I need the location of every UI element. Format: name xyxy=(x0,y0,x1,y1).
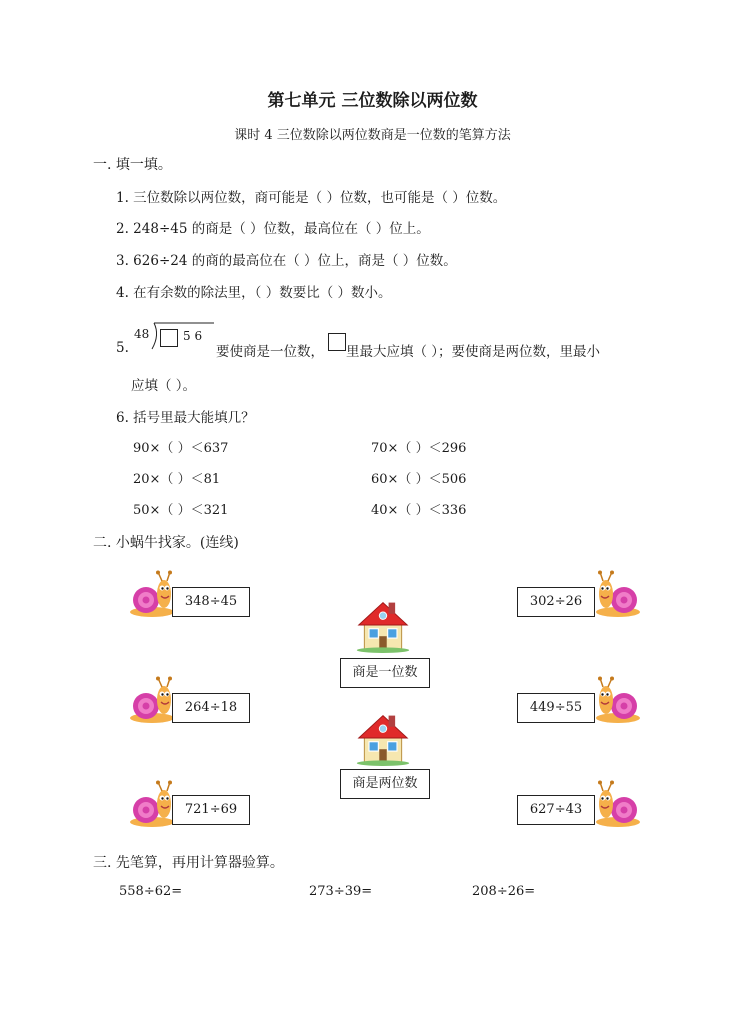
question-2: 2. 248÷45 的商是（ ）位数，最高位在（ ）位上。 xyxy=(116,221,430,237)
inequality-3: 20×（ ）＜81 xyxy=(133,472,221,487)
question-5-text-c: 应填（ ）。 xyxy=(131,378,197,394)
question-4: 4. 在有余数的除法里，（ ）数要比（ ）数小。 xyxy=(116,285,392,301)
calc-item-1: 558÷62= xyxy=(119,884,183,899)
snail-icon-left-1 xyxy=(126,570,176,620)
question-6: 6. 括号里最大能填几？ xyxy=(116,410,255,426)
page-subtitle: 课时 4 三位数除以两位数商是一位数的笔算方法 xyxy=(234,128,511,143)
question-1: 1. 三位数除以两位数，商可能是（ ）位数，也可能是（ ）位数。 xyxy=(116,190,507,206)
snail-expression-right-2[interactable]: 449÷55 xyxy=(517,693,595,723)
inequality-6: 40×（ ）＜336 xyxy=(371,503,467,518)
snail-expression-left-2[interactable]: 264÷18 xyxy=(172,693,250,723)
question-5-text-b: 里最大应填（ ）；要使商是两位数，里最小 xyxy=(346,344,601,360)
house-icon-1 xyxy=(355,597,411,653)
divisor: 48 xyxy=(134,327,150,341)
section-2-heading: 二. 小蜗牛找家。(连线) xyxy=(93,535,239,551)
snail-icon-left-2 xyxy=(126,676,176,726)
question-5-number: 5. xyxy=(116,340,129,356)
snail-icon-right-2 xyxy=(594,676,644,726)
inequality-5: 50×（ ）＜321 xyxy=(133,503,229,518)
snail-expression-left-3[interactable]: 721÷69 xyxy=(172,795,250,825)
snail-expression-right-1[interactable]: 302÷26 xyxy=(517,587,595,617)
inequality-1: 90×（ ）＜637 xyxy=(133,441,229,456)
house-icon-2 xyxy=(355,710,411,766)
house-label-2[interactable]: 商是两位数 xyxy=(340,769,430,799)
snail-expression-right-3[interactable]: 627÷43 xyxy=(517,795,595,825)
blank-square xyxy=(160,329,178,347)
snail-icon-right-1 xyxy=(594,570,644,620)
page-title: 第七单元 三位数除以两位数 xyxy=(267,91,478,111)
inline-square xyxy=(328,333,346,351)
long-division xyxy=(134,317,214,357)
dividend-digits: 5 6 xyxy=(183,329,203,343)
section-3-heading: 三. 先笔算，再用计算器验算。 xyxy=(93,855,284,871)
section-1-heading: 一. 填一填。 xyxy=(93,157,172,173)
snail-icon-left-3 xyxy=(126,780,176,830)
snail-expression-left-1[interactable]: 348÷45 xyxy=(172,587,250,617)
calc-item-2: 273÷39= xyxy=(309,884,373,899)
question-5-text-a: 要使商是一位数， xyxy=(216,344,324,360)
house-label-1[interactable]: 商是一位数 xyxy=(340,658,430,688)
inequality-4: 60×（ ）＜506 xyxy=(371,472,467,487)
inequality-2: 70×（ ）＜296 xyxy=(371,441,467,456)
snail-icon-right-3 xyxy=(594,780,644,830)
question-3: 3. 626÷24 的商的最高位在（ ）位上，商是（ ）位数。 xyxy=(116,253,457,269)
calc-item-3: 208÷26= xyxy=(472,884,536,899)
